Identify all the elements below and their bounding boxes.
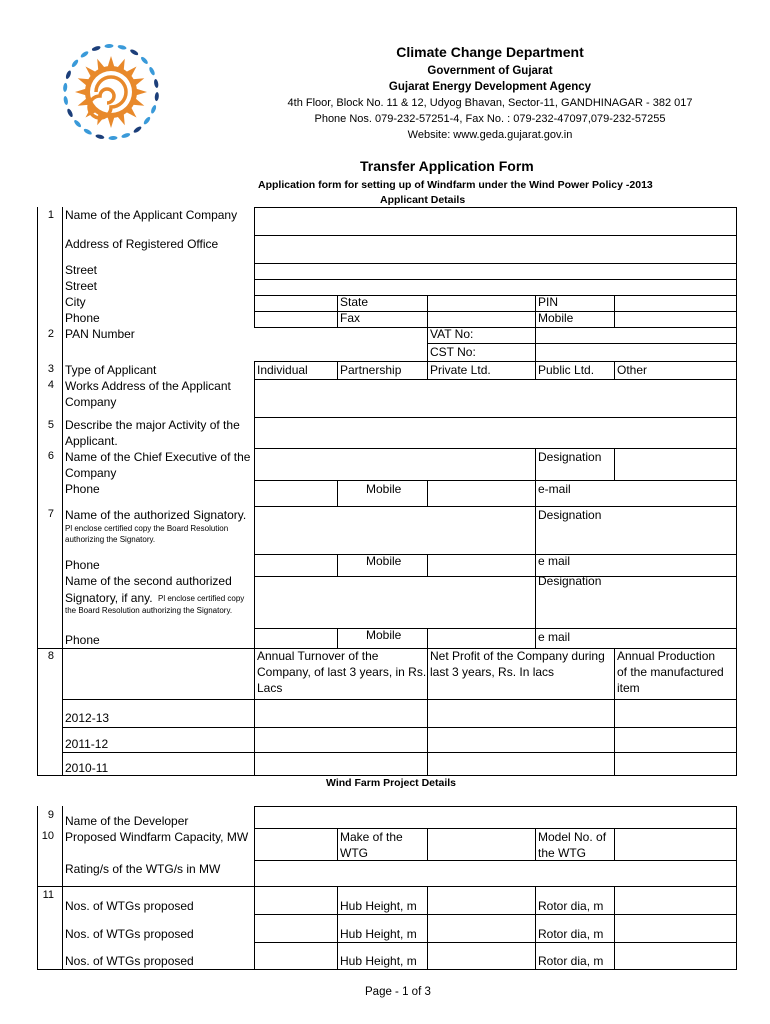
label-mobile: Mobile [366,628,402,642]
label-designation: Designation [538,508,602,522]
form-subtitle: Application form for setting up of Windfarm under the Wind Power Policy -2013 [258,179,653,191]
phone-numbers: Phone Nos. 079-232-57251-4, Fax No. : 079-232-47097,079-232-57255 [314,113,666,125]
label-fax: Fax [340,311,361,325]
label-major-activity: Describe the major Activity of the [65,418,240,432]
label-second-signatory-line2: Signatory, if any. [65,591,153,605]
label-registered-office: Address of Registered Office [65,237,219,251]
label-nos-of-wtgs: Nos. of WTGs proposed [65,927,194,941]
label-make-of-wtg-line2: WTG [340,846,368,860]
label-windfarm-capacity: Proposed Windfarm Capacity, MW [65,830,249,844]
label-phone: Phone [65,633,100,647]
label-rotor-dia: Rotor dia, m [538,899,604,913]
row-number: 3 [47,363,54,375]
row-number: 1 [47,209,54,221]
header-net-profit-line2: last 3 years, Rs. In lacs [430,665,555,679]
agency-name: Gujarat Energy Development Agency [388,81,592,93]
header-net-profit: Net Profit of the Company during [430,649,605,663]
label-mobile: Mobile [366,482,402,496]
option-other: Other [617,363,648,377]
label-authorized-signatory: Name of the authorized Signatory. [65,508,247,522]
header-annual-turnover: Annual Turnover of the [257,649,379,663]
label-second-signatory: Name of the second authorized [65,574,232,588]
label-phone: Phone [65,482,100,496]
label-hub-height: Hub Height, m [340,899,417,913]
label-email: e-mail [538,482,571,496]
label-email: e mail [538,630,571,644]
note-board-resolution-line2: authorizing the Signatory. [65,535,156,544]
website: Website: www.geda.gujarat.gov.in [407,129,573,141]
label-developer-name: Name of the Developer [65,814,189,828]
option-private-ltd: Private Ltd. [430,363,491,377]
row-number: 5 [47,419,54,431]
label-pan-number: PAN Number [65,327,135,341]
row-number: 10 [41,830,54,842]
geda-sun-logo [56,40,166,145]
option-public-ltd: Public Ltd. [538,363,595,377]
label-designation: Designation [538,450,602,464]
label-city: City [65,295,86,309]
label-designation: Designation [538,574,602,588]
label-hub-height: Hub Height, m [340,927,417,941]
section-applicant-details: Applicant Details [380,194,466,206]
section-wind-farm-details: Wind Farm Project Details [326,777,457,789]
label-rotor-dia: Rotor dia, m [538,954,604,968]
year-row: 2011-12 [65,737,109,751]
label-works-address: Works Address of the Applicant [65,379,231,393]
header-annual-turnover-line3: Lacs [257,681,283,695]
label-nos-of-wtgs: Nos. of WTGs proposed [65,954,194,968]
label-cst-no: CST No: [430,345,476,359]
label-type-of-applicant: Type of Applicant [65,363,157,377]
department-title: Climate Change Department [396,44,584,60]
row-number: 7 [47,508,54,520]
label-phone: Phone [65,311,100,325]
row-number: 2 [47,328,54,340]
label-works-address-line2: Company [65,395,117,409]
row-number: 8 [47,650,54,662]
label-wtg-rating: Rating/s of the WTG/s in MW [65,862,221,876]
option-individual: Individual [257,363,308,377]
label-state: State [340,295,369,309]
label-email: e mail [538,554,571,568]
label-applicant-company: Name of the Applicant Company [65,208,238,222]
note-board-resolution: Pl enclose certified copy the Board Resolution [65,524,229,533]
page-number: Page - 1 of 3 [365,986,431,998]
note-second-signatory: Pl enclose certified copy [158,594,245,603]
label-street: Street [65,279,98,293]
option-partnership: Partnership [340,363,402,377]
row-number: 11 [42,889,54,901]
label-pin: PIN [538,295,559,309]
header-annual-production: Annual Production [617,649,716,663]
label-model-no: Model No. of [538,830,607,844]
label-model-no-line2: the WTG [538,846,587,860]
year-row: 2012-13 [65,711,110,725]
note-second-signatory-line2: the Board Resolution authorizing the Signatory. [65,606,233,615]
government-name: Government of Gujarat [427,65,553,77]
office-address: 4th Floor, Block No. 11 & 12, Udyog Bhavan, Sector-11, GANDHINAGAR - 382 017 [287,97,693,109]
row-number: 4 [47,379,54,391]
header-annual-production-line3: item [617,681,640,695]
row-number: 9 [47,809,54,821]
label-nos-of-wtgs: Nos. of WTGs proposed [65,899,194,913]
label-rotor-dia: Rotor dia, m [538,927,604,941]
label-mobile: Mobile [538,311,574,325]
header-annual-turnover-line2: Company, of last 3 years, in Rs. [257,665,427,679]
year-row: 2010-11 [65,761,109,775]
header-annual-production-line2: of the manufactured [617,665,724,679]
label-hub-height: Hub Height, m [340,954,417,968]
form-title: Transfer Application Form [360,158,534,174]
label-vat-no: VAT No: [430,327,474,341]
label-chief-executive: Name of the Chief Executive of the [65,450,251,464]
label-phone: Phone [65,558,100,572]
label-make-of-wtg: Make of the [340,830,403,844]
label-major-activity-line2: Applicant. [65,434,118,448]
label-mobile: Mobile [366,554,402,568]
label-chief-executive-line2: Company [65,466,117,480]
row-number: 6 [47,450,54,462]
label-street: Street [65,263,98,277]
